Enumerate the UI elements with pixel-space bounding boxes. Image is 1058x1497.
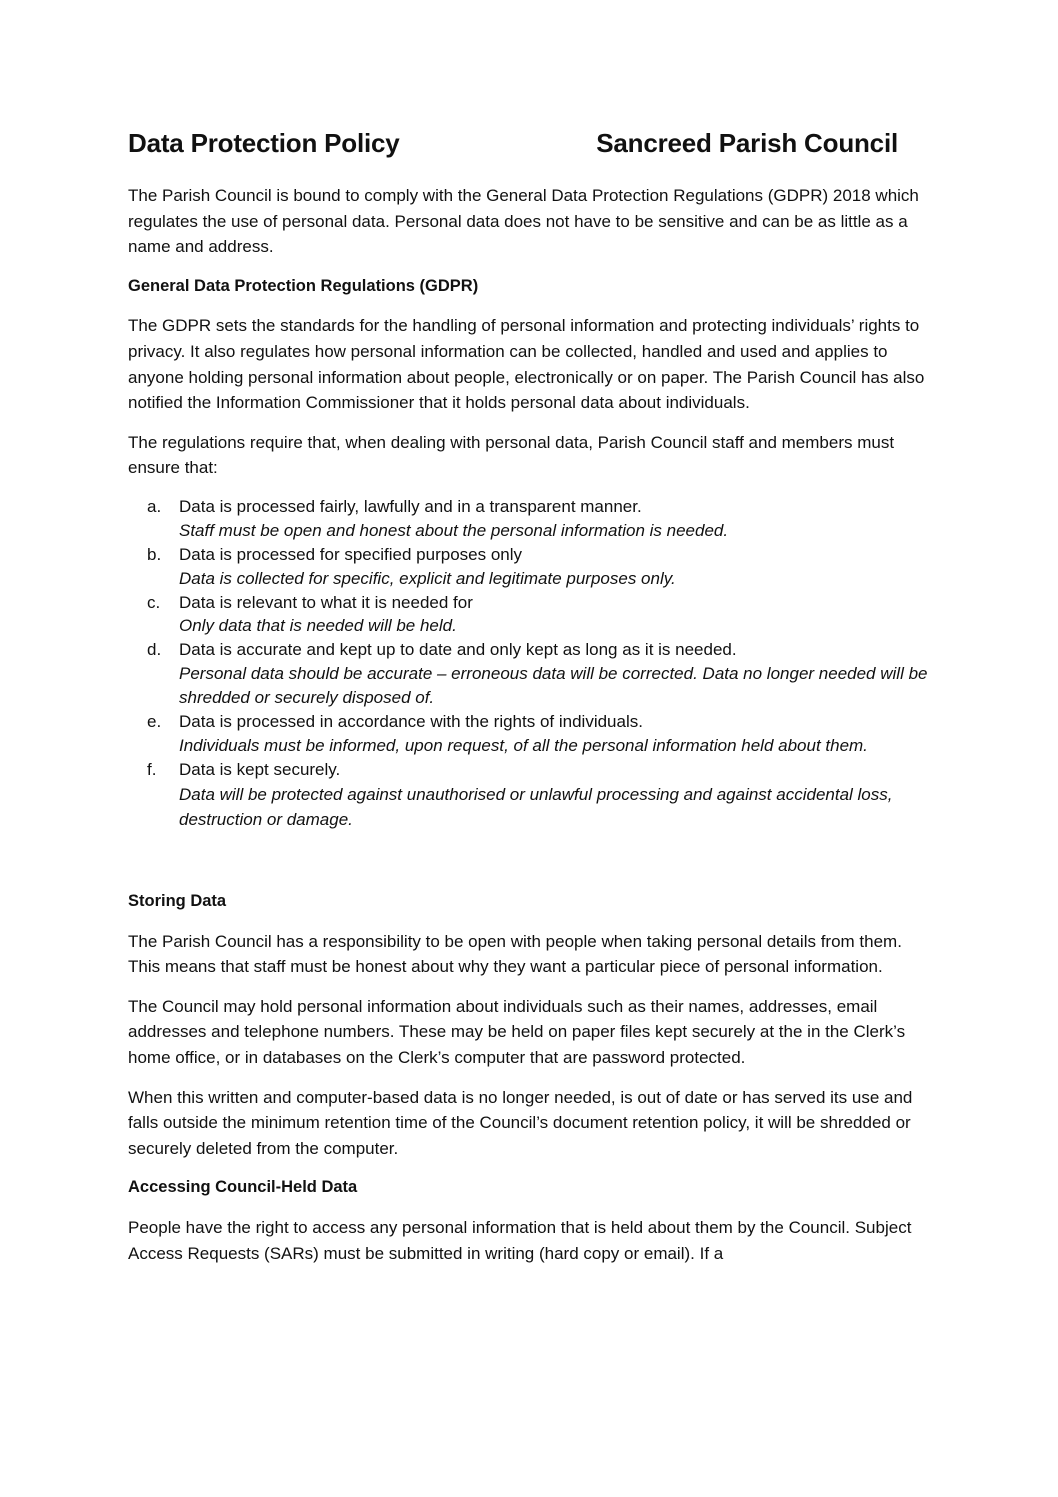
principle-detail: Personal data should be accurate – erroneous data will be corrected. Data no longer needed will be shredded or securely disposed of.: [179, 664, 928, 708]
list-item: [128, 710, 928, 758]
storing-paragraph-2: The Council may hold personal information about individuals such as their names, addresses, email addresses and telephone numbers. These may be held on paper files kept securely at the in the Clerk’s home office, or in databases on the Clerk’s computer that are password protected.: [128, 996, 906, 1067]
list-marker: f.: [147, 759, 157, 779]
principle-detail: Staff must be open and honest about the personal information is needed.: [179, 520, 729, 540]
list-marker: b.: [147, 544, 162, 564]
list-item: [128, 591, 928, 639]
list-item: [128, 495, 928, 543]
storing-paragraph-3: When this written and computer-based data is no longer needed, is out of date or has served its use and falls outside the minimum retention time of the Council’s document retention policy, it will be shredded or securely deleted from the computer.: [128, 1087, 913, 1158]
list-marker: a.: [147, 496, 162, 516]
principle-text: Data is processed in accordance with the rights of individuals.: [179, 712, 643, 732]
gdpr-paragraph-1: The GDPR sets the standards for the handling of personal information and protecting individuals’ rights to privacy. It also regulates how personal information can be collected, handled and used and applies to anyone holding personal information about people, electronically or on paper. The Parish Council has also notified the Information Commissioner that it holds personal data about individuals.: [128, 316, 925, 413]
list-item: [128, 638, 928, 710]
list-marker: c.: [147, 592, 161, 612]
list-item: [128, 758, 928, 833]
access-heading: Accessing Council-Held Data: [128, 1178, 358, 1197]
document-header: [128, 128, 898, 159]
list-marker: d.: [147, 640, 162, 660]
principle-text: Data is kept securely.: [179, 759, 341, 779]
list-item: [128, 543, 928, 591]
document-page: [128, 128, 928, 1280]
principle-detail: Only data that is needed will be held.: [179, 616, 457, 636]
principle-detail: Data is collected for specific, explicit and legitimate purposes only.: [179, 568, 676, 588]
principle-text: Data is processed fairly, lawfully and in a transparent manner.: [179, 496, 642, 516]
principle-detail: Data will be protected against unauthorised or unlawful processing and against accidental loss, destruction or damage.: [179, 784, 893, 830]
principle-detail: Individuals must be informed, upon request, of all the personal information held about them.: [179, 736, 868, 755]
principles-list: [128, 495, 928, 833]
principle-text: Data is relevant to what it is needed for: [179, 592, 473, 612]
principle-text: Data is accurate and kept up to date and only kept as long as it is needed.: [179, 640, 737, 660]
gdpr-heading: General Data Protection Regulations (GDPR): [128, 276, 479, 295]
storing-heading: Storing Data: [128, 892, 227, 910]
organisation-name: Sancreed Parish Council: [596, 128, 898, 158]
access-paragraph-1: People have the right to access any personal information that is held about them by the Council. Subject Access Requests (SARs) must be submitted in writing (hard copy or email). If a: [128, 1217, 912, 1263]
storing-paragraph-1: The Parish Council has a responsibility to be open with people when taking personal details from them. This means that staff must be honest about why they want a particular piece of personal information.: [128, 931, 902, 977]
intro-paragraph: The Parish Council is bound to comply with the General Data Protection Regulations (GDPR) 2018 which regulates the use of personal data. Personal data does not have to be sensitive and can be as little as a name and address.: [128, 186, 919, 257]
document-title: Data Protection Policy: [128, 128, 400, 158]
gdpr-paragraph-2: The regulations require that, when dealing with personal data, Parish Council staff and members must ensure that:: [128, 432, 895, 478]
list-marker: e.: [147, 712, 162, 732]
principle-text: Data is processed for specified purposes only: [179, 544, 523, 564]
